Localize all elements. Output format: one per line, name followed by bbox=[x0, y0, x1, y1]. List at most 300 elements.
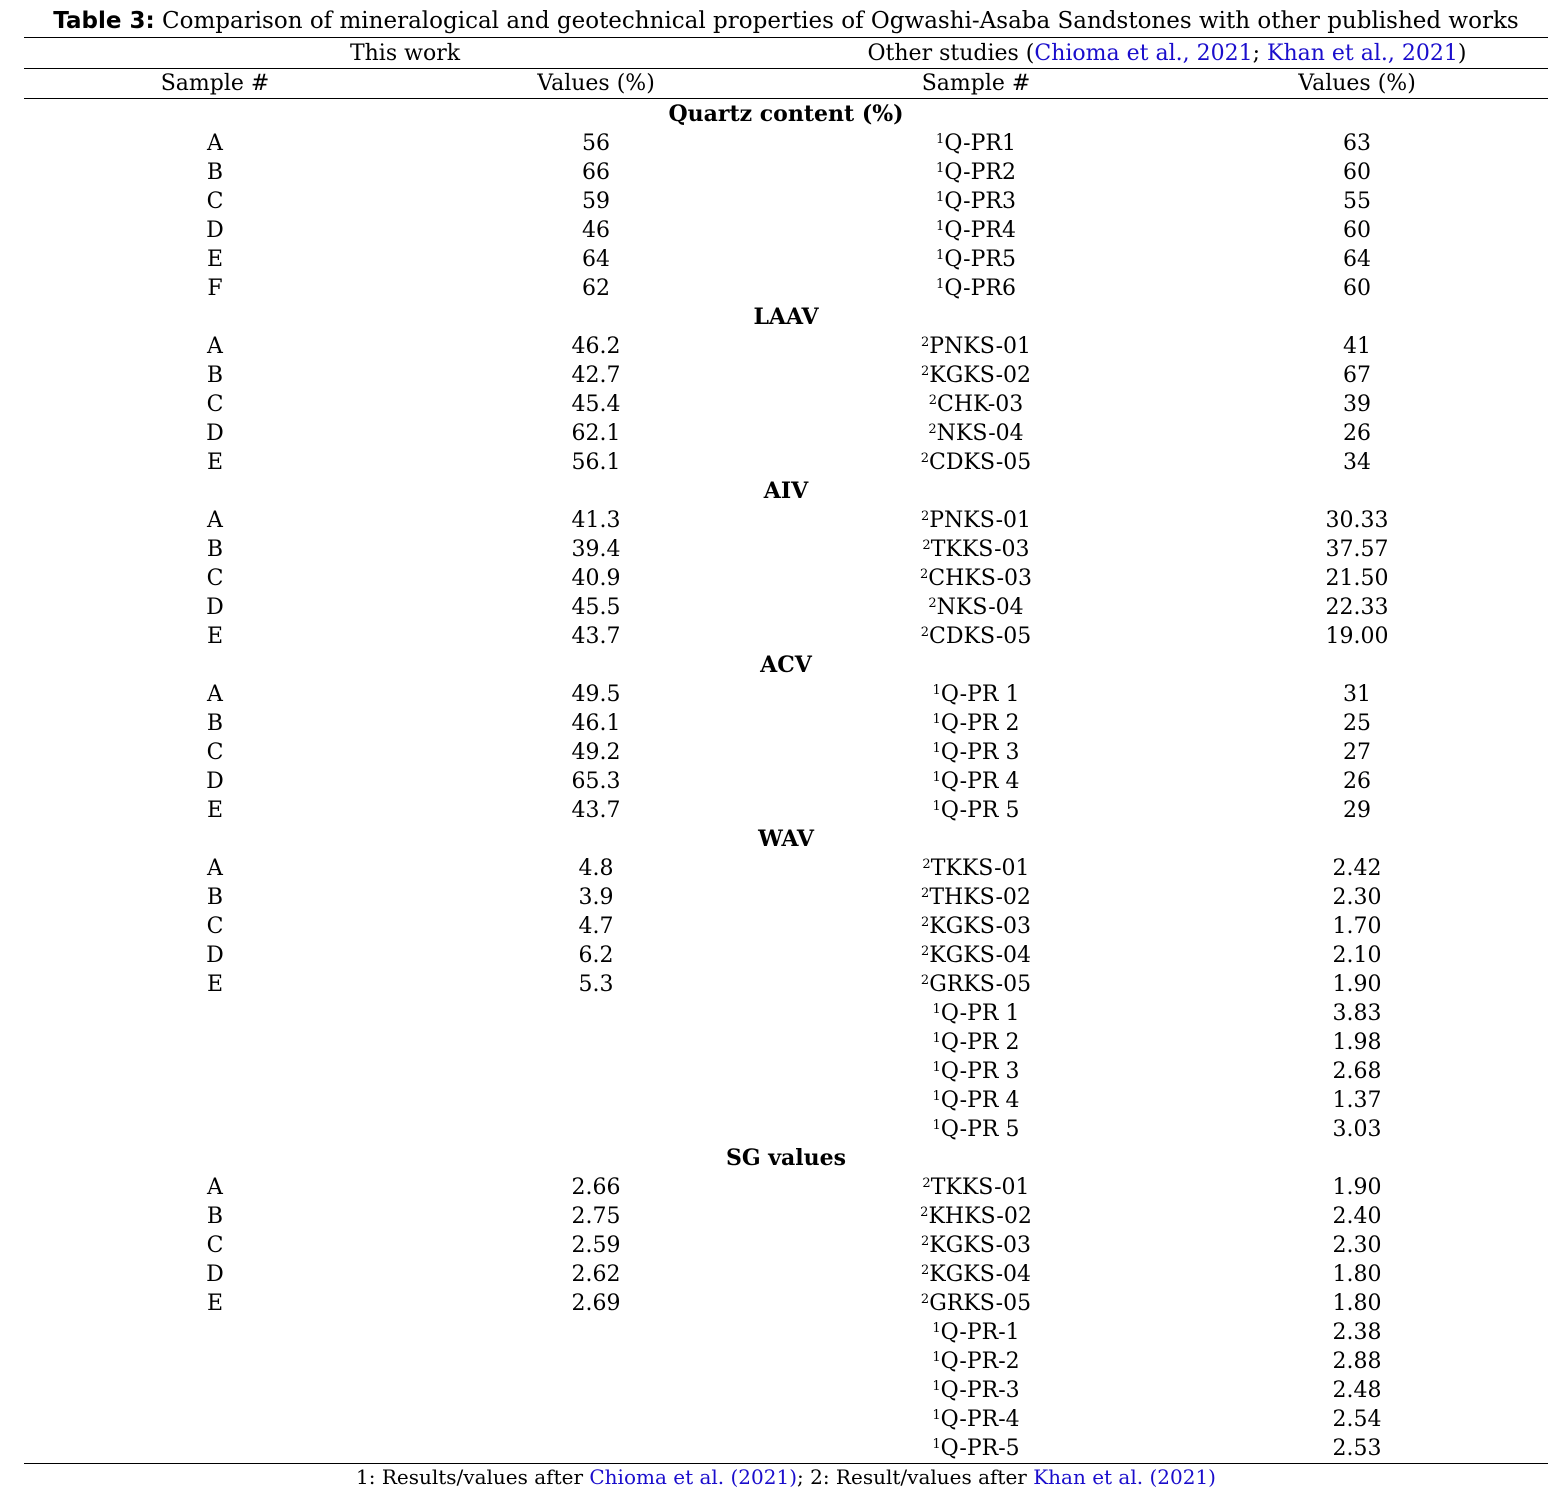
cell-value-other: 2.30 bbox=[1332, 885, 1382, 910]
reference-superscript: 2 bbox=[922, 857, 931, 872]
reference-superscript: 2 bbox=[920, 1292, 930, 1307]
table-row bbox=[24, 361, 1548, 390]
sample-id-other: KGKS-04 bbox=[929, 1262, 1032, 1287]
reference-superscript: 2 bbox=[922, 538, 931, 553]
cell-value-other: 1.37 bbox=[1332, 1088, 1382, 1113]
ref-link-chioma[interactable]: Chioma et al., 2021 bbox=[1034, 41, 1253, 66]
reference-superscript: 2 bbox=[920, 451, 930, 466]
cell-value: 62.1 bbox=[571, 421, 621, 446]
table-row bbox=[24, 1202, 1548, 1231]
cell-value-other: 2.10 bbox=[1332, 943, 1382, 968]
footnote-part-1: 1: Results/values after bbox=[356, 1465, 590, 1489]
cell-sample: B bbox=[206, 160, 224, 185]
table-row bbox=[24, 332, 1548, 361]
cell-value: 56 bbox=[582, 131, 610, 156]
cell-value-other: 2.48 bbox=[1332, 1378, 1382, 1403]
cell-sample: A bbox=[207, 1175, 223, 1200]
reference-superscript: 1 bbox=[932, 712, 941, 727]
cell-sample: B bbox=[206, 363, 224, 388]
sample-id-other: KGKS-02 bbox=[929, 363, 1032, 388]
sample-id-other: KGKS-04 bbox=[929, 943, 1032, 968]
cell-value-other: 2.40 bbox=[1332, 1204, 1382, 1229]
table-row bbox=[24, 1376, 1548, 1405]
cell-sample-other bbox=[786, 564, 1166, 593]
cell-sample: D bbox=[206, 421, 224, 446]
cell-sample: E bbox=[206, 972, 224, 997]
reference-superscript: 2 bbox=[920, 335, 930, 350]
cell-sample-other bbox=[786, 970, 1166, 999]
cell-value-other: 3.03 bbox=[1332, 1117, 1382, 1142]
reference-superscript: 2 bbox=[920, 915, 930, 930]
cell-value-other: 55 bbox=[1343, 189, 1371, 214]
cell-sample-other bbox=[786, 680, 1166, 709]
sample-id-other: PNKS-01 bbox=[929, 334, 1032, 359]
cell-value: 56.1 bbox=[571, 450, 621, 475]
reference-superscript: 2 bbox=[920, 625, 930, 640]
cell-sample-other bbox=[786, 1028, 1166, 1057]
reference-superscript: 1 bbox=[936, 219, 945, 234]
sample-id-other: GRKS-05 bbox=[929, 972, 1032, 997]
cell-sample: D bbox=[206, 218, 224, 243]
table-row bbox=[24, 506, 1548, 535]
section-header bbox=[24, 825, 1548, 854]
cell-value: 4.8 bbox=[578, 856, 614, 881]
reference-superscript: 1 bbox=[932, 1379, 941, 1394]
table-row bbox=[24, 1434, 1548, 1463]
table-row bbox=[24, 1347, 1548, 1376]
cell-sample-other bbox=[786, 1376, 1166, 1405]
cell-sample-other bbox=[786, 361, 1166, 390]
cell-sample: A bbox=[207, 508, 223, 533]
cell-sample: B bbox=[206, 885, 224, 910]
sample-id-other: CHKS-03 bbox=[928, 566, 1033, 591]
reference-superscript: 1 bbox=[932, 1321, 941, 1336]
sample-id-other: TKKS-01 bbox=[930, 1175, 1030, 1200]
cell-value: 6.2 bbox=[578, 943, 614, 968]
cell-sample: C bbox=[206, 1233, 224, 1258]
cell-value: 2.62 bbox=[571, 1262, 621, 1287]
cell-value: 39.4 bbox=[571, 537, 621, 562]
section-title: SG values bbox=[725, 1145, 847, 1171]
table-row bbox=[24, 390, 1548, 419]
cell-sample: A bbox=[207, 682, 223, 707]
reference-superscript: 2 bbox=[920, 1205, 929, 1220]
sample-id-other: Q-PR 4 bbox=[940, 769, 1020, 794]
cell-sample-other bbox=[786, 854, 1166, 883]
cell-sample-other bbox=[786, 1173, 1166, 1202]
cell-value-other: 1.90 bbox=[1332, 972, 1382, 997]
group-other-sep: ; bbox=[1252, 41, 1268, 66]
sample-id-other: CDKS-05 bbox=[929, 450, 1032, 475]
table-caption bbox=[24, 5, 1548, 37]
cell-value: 2.66 bbox=[571, 1175, 621, 1200]
cell-value: 64 bbox=[582, 247, 610, 272]
cell-sample-other bbox=[786, 535, 1166, 564]
reference-superscript: 2 bbox=[928, 422, 937, 437]
cell-value-other: 2.88 bbox=[1332, 1349, 1382, 1374]
table-row bbox=[24, 419, 1548, 448]
table-row bbox=[24, 970, 1548, 999]
reference-superscript: 1 bbox=[936, 132, 945, 147]
cell-sample-other bbox=[786, 593, 1166, 622]
cell-value-other: 60 bbox=[1343, 218, 1371, 243]
table-row bbox=[24, 941, 1548, 970]
group-header-this-work bbox=[24, 39, 786, 69]
table-body bbox=[24, 100, 1548, 1463]
cell-sample: D bbox=[206, 943, 224, 968]
group-this-work-label: This work bbox=[349, 41, 461, 66]
cell-value: 46.1 bbox=[571, 711, 621, 736]
reference-superscript: 2 bbox=[921, 886, 930, 901]
table-row bbox=[24, 216, 1548, 245]
cell-sample-other bbox=[786, 216, 1166, 245]
cell-value-other: 64 bbox=[1343, 247, 1371, 272]
cell-value-other: 2.54 bbox=[1332, 1407, 1382, 1432]
cell-sample: B bbox=[206, 537, 224, 562]
table-row bbox=[24, 274, 1548, 303]
reference-superscript: 2 bbox=[920, 1234, 930, 1249]
sample-id-other: Q-PR5 bbox=[944, 247, 1016, 272]
cell-sample-other bbox=[786, 912, 1166, 941]
cell-value-other: 1.90 bbox=[1332, 1175, 1382, 1200]
cell-value-other: 19.00 bbox=[1325, 624, 1389, 649]
cell-sample-other bbox=[786, 506, 1166, 535]
sample-id-other: Q-PR1 bbox=[944, 131, 1016, 156]
sample-id-other: Q-PR-2 bbox=[940, 1349, 1020, 1374]
cell-sample: C bbox=[206, 740, 224, 765]
reference-superscript: 1 bbox=[932, 1089, 941, 1104]
cell-sample: D bbox=[206, 595, 224, 620]
table-row bbox=[24, 1057, 1548, 1086]
sample-id-other: Q-PR-4 bbox=[940, 1407, 1020, 1432]
cell-sample-other bbox=[786, 1057, 1166, 1086]
cell-sample-other bbox=[786, 796, 1166, 825]
cell-sample: B bbox=[206, 1204, 224, 1229]
reference-superscript: 1 bbox=[932, 1002, 941, 1017]
cell-value-other: 34 bbox=[1343, 450, 1371, 475]
reference-superscript: 2 bbox=[920, 1263, 930, 1278]
cell-sample: E bbox=[206, 247, 224, 272]
cell-value: 2.59 bbox=[571, 1233, 621, 1258]
cell-value-other: 1.80 bbox=[1332, 1262, 1382, 1287]
col-header-values: Values (%) bbox=[537, 71, 655, 96]
section-title: ACV bbox=[760, 652, 812, 678]
table-row bbox=[24, 738, 1548, 767]
cell-sample-other bbox=[786, 999, 1166, 1028]
cell-sample-other bbox=[786, 1086, 1166, 1115]
cell-sample-other bbox=[786, 1318, 1166, 1347]
cell-value-other: 67 bbox=[1343, 363, 1371, 388]
cell-value-other: 63 bbox=[1343, 131, 1371, 156]
table-row bbox=[24, 129, 1548, 158]
cell-sample-other bbox=[786, 1347, 1166, 1376]
cell-value: 46 bbox=[582, 218, 610, 243]
top-rule bbox=[24, 37, 1548, 38]
reference-superscript: 2 bbox=[920, 364, 930, 379]
reference-superscript: 1 bbox=[932, 770, 941, 785]
sample-id-other: Q-PR-5 bbox=[940, 1436, 1020, 1461]
sample-id-other: NKS-04 bbox=[936, 421, 1024, 446]
cell-sample: D bbox=[206, 1262, 224, 1287]
group-other-prefix: Other studies ( bbox=[867, 41, 1035, 66]
cell-sample: A bbox=[207, 856, 223, 881]
cell-value-other: 1.80 bbox=[1332, 1291, 1382, 1316]
sample-id-other: NKS-04 bbox=[936, 595, 1024, 620]
cell-value-other: 2.30 bbox=[1332, 1233, 1382, 1258]
cell-sample-other bbox=[786, 332, 1166, 361]
cell-value: 49.5 bbox=[571, 682, 621, 707]
cell-value-other: 1.70 bbox=[1332, 914, 1382, 939]
cell-value-other: 30.33 bbox=[1325, 508, 1389, 533]
sample-id-other: Q-PR3 bbox=[944, 189, 1016, 214]
footnote-link-khan[interactable]: Khan et al. (2021) bbox=[1033, 1465, 1216, 1489]
cell-sample-other bbox=[786, 1115, 1166, 1144]
sample-id-other: CHK-03 bbox=[937, 392, 1024, 417]
cell-sample-other bbox=[786, 1260, 1166, 1289]
cell-sample-other bbox=[786, 129, 1166, 158]
cell-value-other: 3.83 bbox=[1332, 1001, 1382, 1026]
reference-superscript: 2 bbox=[919, 567, 929, 582]
cell-value-other: 26 bbox=[1343, 769, 1371, 794]
reference-superscript: 2 bbox=[922, 1176, 931, 1191]
table-row bbox=[24, 1260, 1548, 1289]
reference-superscript: 1 bbox=[932, 799, 941, 814]
table-row bbox=[24, 680, 1548, 709]
cell-value-other: 60 bbox=[1343, 276, 1371, 301]
sample-id-other: Q-PR 5 bbox=[940, 798, 1020, 823]
ref-link-khan[interactable]: Khan et al., 2021 bbox=[1267, 41, 1458, 66]
reference-superscript: 2 bbox=[928, 393, 937, 408]
cell-sample-other bbox=[786, 738, 1166, 767]
reference-superscript: 2 bbox=[920, 944, 930, 959]
reference-superscript: 1 bbox=[936, 190, 945, 205]
cell-value-other: 27 bbox=[1343, 740, 1371, 765]
sample-id-other: Q-PR 3 bbox=[940, 740, 1020, 765]
cell-value-other: 26 bbox=[1343, 421, 1371, 446]
sample-id-other: KGKS-03 bbox=[929, 914, 1032, 939]
reference-superscript: 1 bbox=[932, 683, 941, 698]
cell-value-other: 1.98 bbox=[1332, 1030, 1382, 1055]
table-footnote bbox=[24, 1463, 1548, 1491]
cell-value-other: 2.42 bbox=[1332, 856, 1382, 881]
cell-value: 2.69 bbox=[571, 1291, 621, 1316]
cell-sample: A bbox=[207, 131, 223, 156]
cell-value: 59 bbox=[582, 189, 610, 214]
cell-value-other: 41 bbox=[1343, 334, 1371, 359]
cell-sample-other bbox=[786, 1202, 1166, 1231]
table-row bbox=[24, 883, 1548, 912]
reference-superscript: 1 bbox=[932, 1437, 941, 1452]
table-row bbox=[24, 1115, 1548, 1144]
cell-sample-other bbox=[786, 1289, 1166, 1318]
cell-sample-other bbox=[786, 1231, 1166, 1260]
sample-id-other: KGKS-03 bbox=[929, 1233, 1032, 1258]
sample-id-other: Q-PR 2 bbox=[940, 711, 1020, 736]
col-header-sample-other: Sample # bbox=[921, 71, 1031, 96]
cell-sample-other bbox=[786, 1405, 1166, 1434]
table-row bbox=[24, 448, 1548, 477]
cell-value: 41.3 bbox=[571, 508, 621, 533]
table-row bbox=[24, 245, 1548, 274]
sample-id-other: Q-PR 2 bbox=[940, 1030, 1020, 1055]
section-title: Quartz content (%) bbox=[668, 101, 904, 127]
cell-value-other: 22.33 bbox=[1325, 595, 1389, 620]
table-row bbox=[24, 1086, 1548, 1115]
table-row bbox=[24, 187, 1548, 216]
cell-value: 45.5 bbox=[571, 595, 621, 620]
reference-superscript: 2 bbox=[928, 596, 937, 611]
cell-value-other: 60 bbox=[1343, 160, 1371, 185]
table-row bbox=[24, 622, 1548, 651]
section-title: LAAV bbox=[753, 304, 819, 330]
sample-id-other: Q-PR 3 bbox=[940, 1059, 1020, 1084]
cell-sample: B bbox=[206, 711, 224, 736]
cell-sample: E bbox=[206, 450, 224, 475]
sample-id-other: Q-PR 1 bbox=[940, 1001, 1020, 1026]
cell-sample-other bbox=[786, 390, 1166, 419]
cell-sample-other bbox=[786, 941, 1166, 970]
table-row bbox=[24, 796, 1548, 825]
reference-superscript: 2 bbox=[920, 973, 930, 988]
table-row bbox=[24, 854, 1548, 883]
footnote-part-2: ; 2: Result/values after bbox=[797, 1465, 1034, 1489]
group-header-other-studies bbox=[786, 39, 1548, 69]
cell-sample-other bbox=[786, 187, 1166, 216]
cell-sample: C bbox=[206, 392, 224, 417]
section-title: WAV bbox=[758, 826, 814, 852]
reference-superscript: 1 bbox=[932, 1408, 941, 1423]
cell-sample: C bbox=[206, 566, 224, 591]
cell-value: 2.75 bbox=[571, 1204, 621, 1229]
cell-value: 40.9 bbox=[571, 566, 621, 591]
cell-value: 42.7 bbox=[571, 363, 621, 388]
cell-sample-other bbox=[786, 419, 1166, 448]
cell-value: 46.2 bbox=[571, 334, 621, 359]
table-row bbox=[24, 1231, 1548, 1260]
reference-superscript: 1 bbox=[932, 1350, 941, 1365]
table-row bbox=[24, 535, 1548, 564]
cell-value-other: 25 bbox=[1343, 711, 1371, 736]
reference-superscript: 1 bbox=[936, 161, 945, 176]
sample-id-other: Q-PR6 bbox=[944, 276, 1016, 301]
cell-value-other: 31 bbox=[1343, 682, 1371, 707]
sample-id-other: CDKS-05 bbox=[929, 624, 1032, 649]
reference-superscript: 1 bbox=[936, 277, 945, 292]
sample-id-other: Q-PR-1 bbox=[940, 1320, 1020, 1345]
table-row bbox=[24, 1173, 1548, 1202]
reference-superscript: 1 bbox=[932, 741, 941, 756]
section-header bbox=[24, 477, 1548, 506]
sample-id-other: TKKS-01 bbox=[930, 856, 1030, 881]
cell-sample: D bbox=[206, 769, 224, 794]
section-header bbox=[24, 303, 1548, 332]
cell-sample-other bbox=[786, 448, 1166, 477]
cell-value: 43.7 bbox=[571, 798, 621, 823]
col-header-sample: Sample # bbox=[160, 71, 270, 96]
section-header bbox=[24, 651, 1548, 680]
sample-id-other: GRKS-05 bbox=[929, 1291, 1032, 1316]
sample-id-other: Q-PR 5 bbox=[940, 1117, 1020, 1142]
sample-id-other: Q-PR4 bbox=[944, 218, 1016, 243]
cell-sample: F bbox=[207, 276, 223, 301]
cell-sample-other bbox=[786, 767, 1166, 796]
group-other-suffix: ) bbox=[1457, 41, 1467, 66]
table-row bbox=[24, 1289, 1548, 1318]
cell-value: 3.9 bbox=[578, 885, 614, 910]
sample-id-other: Q-PR2 bbox=[944, 160, 1016, 185]
sample-id-other: TKKS-03 bbox=[930, 537, 1030, 562]
sample-id-other: Q-PR 1 bbox=[940, 682, 1020, 707]
cell-sample: E bbox=[206, 1291, 224, 1316]
caption-text: Comparison of mineralogical and geotechnical properties of Ogwashi-Asaba Sandstones with other published works bbox=[162, 8, 1519, 34]
table-row bbox=[24, 1405, 1548, 1434]
section-header bbox=[24, 100, 1548, 129]
reference-superscript: 1 bbox=[936, 248, 945, 263]
cell-value: 66 bbox=[582, 160, 610, 185]
section-title: AIV bbox=[763, 478, 809, 504]
cell-value-other: 21.50 bbox=[1325, 566, 1389, 591]
reference-superscript: 1 bbox=[932, 1031, 941, 1046]
cell-sample-other bbox=[786, 274, 1166, 303]
cell-sample: E bbox=[206, 624, 224, 649]
cell-value-other: 39 bbox=[1343, 392, 1371, 417]
cell-value-other: 29 bbox=[1343, 798, 1371, 823]
cell-sample-other bbox=[786, 245, 1166, 274]
table-row bbox=[24, 593, 1548, 622]
table-row bbox=[24, 709, 1548, 738]
table-row bbox=[24, 767, 1548, 796]
reference-superscript: 1 bbox=[932, 1118, 941, 1133]
reference-superscript: 1 bbox=[932, 1060, 941, 1075]
cell-value-other: 2.53 bbox=[1332, 1436, 1382, 1461]
table-row bbox=[24, 912, 1548, 941]
cell-sample: C bbox=[206, 914, 224, 939]
cell-sample-other bbox=[786, 883, 1166, 912]
footnote-link-chioma[interactable]: Chioma et al. (2021) bbox=[589, 1465, 798, 1489]
cell-value: 4.7 bbox=[578, 914, 614, 939]
cell-sample-other bbox=[786, 1434, 1166, 1463]
header-rule bbox=[24, 98, 1548, 99]
cell-value: 45.4 bbox=[571, 392, 621, 417]
sample-id-other: Q-PR 4 bbox=[940, 1088, 1020, 1113]
sample-id-other: Q-PR-3 bbox=[940, 1378, 1020, 1403]
cell-value-other: 37.57 bbox=[1325, 537, 1389, 562]
reference-superscript: 2 bbox=[920, 509, 930, 524]
section-header bbox=[24, 1144, 1548, 1173]
sample-id-other: KHKS-02 bbox=[928, 1204, 1032, 1229]
table-row bbox=[24, 1028, 1548, 1057]
cell-value-other: 2.38 bbox=[1332, 1320, 1382, 1345]
sample-id-other: PNKS-01 bbox=[929, 508, 1032, 533]
cell-sample-other bbox=[786, 622, 1166, 651]
table-row bbox=[24, 1318, 1548, 1347]
table-row bbox=[24, 158, 1548, 187]
cell-value: 65.3 bbox=[571, 769, 621, 794]
table-row bbox=[24, 564, 1548, 593]
cell-value: 5.3 bbox=[578, 972, 614, 997]
cell-sample-other bbox=[786, 709, 1166, 738]
cell-sample-other bbox=[786, 158, 1166, 187]
cell-sample: A bbox=[207, 334, 223, 359]
cell-sample: E bbox=[206, 798, 224, 823]
cell-value: 49.2 bbox=[571, 740, 621, 765]
table-row bbox=[24, 999, 1548, 1028]
caption-label: Table 3: bbox=[53, 8, 155, 34]
cell-value: 62 bbox=[582, 276, 610, 301]
cell-value-other: 2.68 bbox=[1332, 1059, 1382, 1084]
cell-value: 43.7 bbox=[571, 624, 621, 649]
col-header-values-other: Values (%) bbox=[1298, 71, 1416, 96]
